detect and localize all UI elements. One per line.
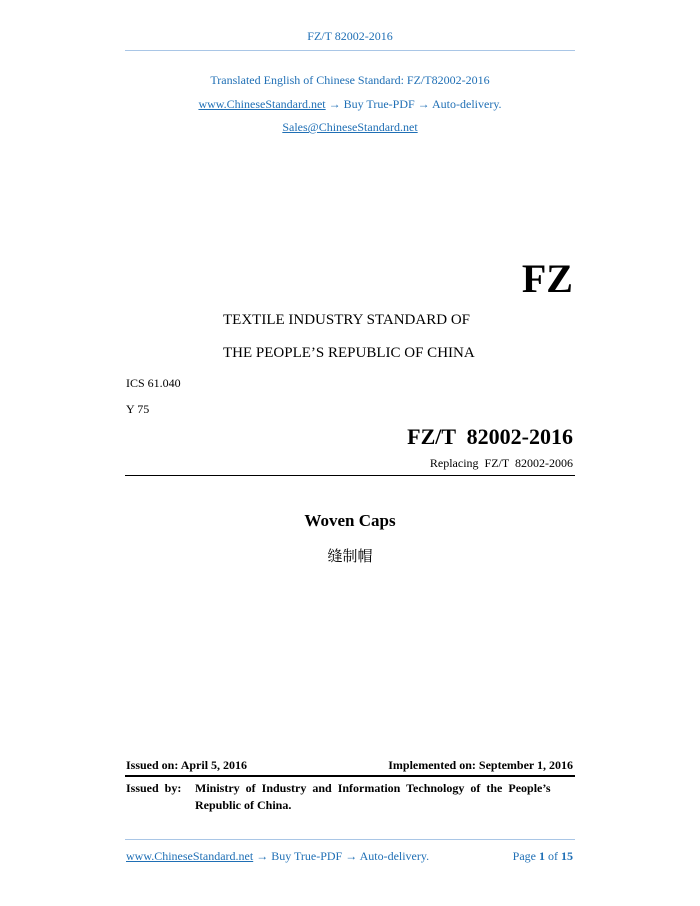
ics-code: ICS 61.040 — [126, 376, 181, 390]
purchase-line — [0, 97, 700, 112]
issued-by-line-1: Ministry of Industry and Information Technology of the People’s — [195, 781, 551, 795]
ccs-code: Y 75 — [126, 402, 150, 416]
page-indicator — [513, 849, 573, 864]
standard-number: FZ/T 82002-2016 — [407, 424, 573, 449]
total-pages: 15 — [561, 849, 573, 863]
page-number: 1 — [539, 849, 545, 863]
standard-line-1: TEXTILE INDUSTRY STANDARD OF — [223, 312, 470, 328]
document-title-en: Woven Caps — [304, 511, 396, 530]
header-divider — [125, 50, 575, 51]
translated-line: Translated English of Chinese Standard: FZ/T82002-2016 — [210, 73, 490, 87]
email-line — [0, 120, 700, 135]
issued-by-line-2: Republic of China. — [195, 798, 292, 812]
issue-divider — [125, 775, 575, 777]
footer-divider — [125, 839, 575, 840]
document-title-cn: 缝制帽 — [327, 547, 373, 565]
footer-site-link[interactable]: www.ChineseStandard.net — [126, 849, 254, 863]
email-link[interactable]: Sales@ChineseStandard.net — [282, 120, 418, 134]
title-divider — [125, 475, 575, 476]
footer-buy-text: → Buy True-PDF → Auto-delivery. — [256, 849, 430, 863]
standard-code-letters: FZ — [521, 256, 573, 301]
of-label: of — [548, 849, 558, 863]
page-label: Page — [512, 849, 536, 863]
footer-purchase-line — [126, 849, 429, 864]
header-title: FZ/T 82002-2016 — [307, 29, 393, 43]
standard-line-2: THE PEOPLE’S REPUBLIC OF CHINA — [223, 345, 475, 361]
replacing-text: Replacing FZ/T 82002-2006 — [429, 456, 573, 470]
site-link[interactable]: www.ChineseStandard.net — [198, 97, 326, 111]
issued-on: Issued on: April 5, 2016 — [126, 758, 248, 772]
buy-text: → Buy True-PDF → Auto-delivery. — [328, 97, 502, 111]
issued-by-label: Issued by: — [126, 781, 182, 795]
implemented-on: Implemented on: September 1, 2016 — [388, 758, 573, 772]
